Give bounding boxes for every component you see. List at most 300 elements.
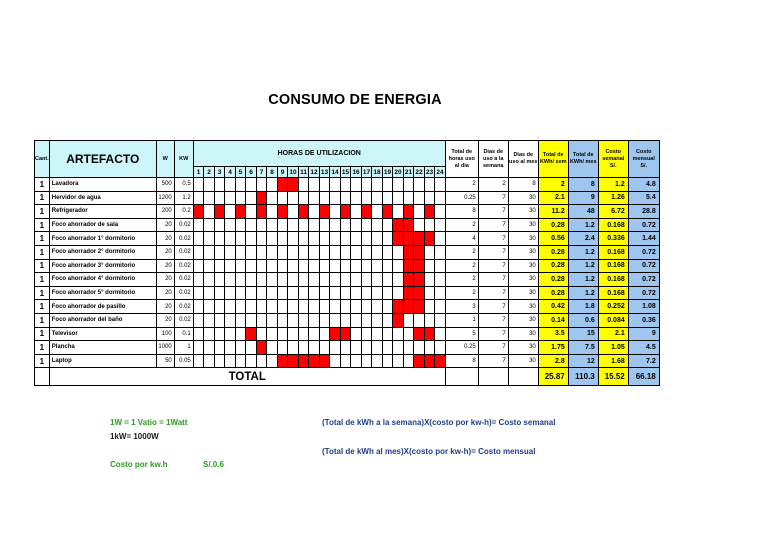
- hour-cell: [214, 191, 225, 205]
- hour-header-9: 9: [277, 167, 288, 178]
- hour-cell-on: [414, 286, 425, 300]
- total-empty-cell: [478, 368, 508, 386]
- total-empty-cell: [445, 368, 478, 386]
- row-kwh-mes: 7.5: [568, 341, 598, 355]
- row-cant: 1: [35, 178, 50, 192]
- hour-cell-on: [424, 205, 435, 219]
- row-costo-mensual: 28.8: [628, 205, 659, 219]
- hour-cell: [288, 259, 299, 273]
- hour-cell: [214, 245, 225, 259]
- hour-cell: [204, 245, 215, 259]
- hour-cell: [319, 218, 330, 232]
- table-row: [35, 232, 660, 246]
- hour-cell: [351, 300, 362, 314]
- hour-cell: [351, 232, 362, 246]
- hour-cell: [246, 273, 257, 287]
- hour-header-2: 2: [204, 167, 215, 178]
- hour-cell: [204, 178, 215, 192]
- hour-cell: [351, 341, 362, 355]
- hour-cell: [225, 286, 236, 300]
- hour-cell-on: [340, 205, 351, 219]
- hour-cell: [319, 300, 330, 314]
- row-kwh-mes: 15: [568, 327, 598, 341]
- hour-cell: [225, 191, 236, 205]
- hour-cell-on: [277, 205, 288, 219]
- table-row: [35, 218, 660, 232]
- row-w: 20: [156, 286, 174, 300]
- hour-cell: [204, 205, 215, 219]
- row-total-horas: 2: [445, 259, 478, 273]
- hour-cell: [277, 218, 288, 232]
- hour-cell-on: [424, 354, 435, 368]
- hour-cell-on: [256, 191, 267, 205]
- hour-cell: [225, 354, 236, 368]
- hour-cell: [214, 341, 225, 355]
- hour-cell: [414, 205, 425, 219]
- hour-cell: [309, 178, 320, 192]
- hour-cell-on: [298, 354, 309, 368]
- hour-cell: [267, 300, 278, 314]
- table-row: [35, 205, 660, 219]
- hour-header-1: 1: [193, 167, 204, 178]
- hour-cell: [435, 327, 446, 341]
- table-row: [35, 327, 660, 341]
- row-kw: 0.1: [174, 327, 193, 341]
- hour-cell: [424, 341, 435, 355]
- row-kwh-mes: 1.2: [568, 218, 598, 232]
- hour-cell: [372, 341, 383, 355]
- hour-cell: [319, 259, 330, 273]
- hour-cell: [267, 341, 278, 355]
- hour-cell-on: [319, 354, 330, 368]
- row-costo-semanal: 0.168: [598, 273, 628, 287]
- hour-cell: [330, 273, 341, 287]
- row-dias-semana: 7: [478, 354, 508, 368]
- hour-cell-on: [235, 205, 246, 219]
- hour-cell: [225, 232, 236, 246]
- hour-cell: [225, 178, 236, 192]
- note-costo-label: Costo por kw.h: [110, 460, 168, 469]
- row-kw: 0.02: [174, 245, 193, 259]
- header-kwh-mes: Total de KWh/ mes: [568, 141, 598, 178]
- hour-cell-on: [414, 259, 425, 273]
- row-dias-mes: 30: [508, 354, 538, 368]
- hour-cell: [267, 205, 278, 219]
- total-empty-cell: [35, 368, 50, 386]
- hour-cell: [235, 300, 246, 314]
- row-kw: 0.02: [174, 259, 193, 273]
- row-dias-mes: 30: [508, 286, 538, 300]
- header-kwh-sem: Total de KWh/ sem: [538, 141, 568, 178]
- hour-cell: [246, 245, 257, 259]
- total-label: TOTAL: [49, 368, 445, 386]
- hour-cell: [393, 273, 404, 287]
- hour-header-11: 11: [300, 168, 307, 176]
- header-costo-mensual: Costo mensual S/.: [628, 141, 659, 178]
- hour-cell: [403, 191, 414, 205]
- hour-cell: [319, 341, 330, 355]
- row-artefacto: Foco ahorrador 2° dormitorio: [49, 245, 156, 259]
- hour-cell: [277, 259, 288, 273]
- hour-cell: [214, 300, 225, 314]
- row-costo-semanal: 1.26: [598, 191, 628, 205]
- hour-cell: [267, 245, 278, 259]
- row-cant: 1: [35, 341, 50, 355]
- hour-header-22: 22: [415, 168, 423, 176]
- hour-cell: [382, 354, 393, 368]
- hour-cell-on: [414, 273, 425, 287]
- note-costo-value: S/.0.6: [203, 460, 224, 469]
- hour-cell: [214, 178, 225, 192]
- row-kw: 0.02: [174, 313, 193, 327]
- row-artefacto: Televisor: [49, 327, 156, 341]
- table-row: [35, 178, 660, 192]
- header-w: W: [156, 141, 174, 178]
- row-total-horas: 0.25: [445, 191, 478, 205]
- hour-cell: [330, 178, 341, 192]
- hour-cell: [403, 354, 414, 368]
- hour-cell: [298, 232, 309, 246]
- hour-cell: [330, 300, 341, 314]
- hour-cell: [435, 273, 446, 287]
- row-dias-semana: 7: [478, 286, 508, 300]
- row-cant: 1: [35, 354, 50, 368]
- row-dias-semana: 7: [478, 273, 508, 287]
- row-dias-mes: 8: [508, 178, 538, 192]
- hour-cell: [340, 286, 351, 300]
- row-w: 100: [156, 327, 174, 341]
- hour-cell-on: [288, 354, 299, 368]
- hour-cell: [309, 300, 320, 314]
- hour-cell: [435, 191, 446, 205]
- hour-cell: [288, 245, 299, 259]
- row-dias-semana: 7: [478, 245, 508, 259]
- row-dias-mes: 30: [508, 191, 538, 205]
- row-kwh-sem: 0.14: [538, 313, 568, 327]
- hour-cell-on: [277, 354, 288, 368]
- row-w: 20: [156, 313, 174, 327]
- row-artefacto: Foco ahorrador 4° dormitorio: [49, 273, 156, 287]
- hour-cell: [372, 273, 383, 287]
- hour-cell-on: [414, 327, 425, 341]
- hour-cell: [298, 178, 309, 192]
- hour-cell: [393, 354, 404, 368]
- hour-header-19: 19: [383, 168, 392, 176]
- hour-cell: [256, 273, 267, 287]
- hour-cell: [393, 259, 404, 273]
- hour-cell: [235, 232, 246, 246]
- hour-cell: [204, 259, 215, 273]
- row-kw: 0.5: [174, 178, 193, 192]
- total-costo-semanal: 15.52: [598, 368, 628, 386]
- hour-cell: [361, 327, 372, 341]
- hour-cell: [340, 341, 351, 355]
- row-kwh-sem: 11.2: [538, 205, 568, 219]
- hour-cell: [204, 354, 215, 368]
- table-row: [35, 259, 660, 273]
- row-artefacto: Refrigerador: [49, 205, 156, 219]
- hour-cell: [351, 205, 362, 219]
- row-artefacto: Foco ahorrador de sala: [49, 218, 156, 232]
- hour-cell-on: [256, 341, 267, 355]
- table-row: [35, 191, 660, 205]
- hour-cell: [424, 300, 435, 314]
- hour-cell: [246, 205, 257, 219]
- row-costo-semanal: 0.336: [598, 232, 628, 246]
- hour-cell: [340, 178, 351, 192]
- hour-cell: [435, 313, 446, 327]
- hour-cell: [330, 286, 341, 300]
- hour-cell: [340, 218, 351, 232]
- row-dias-mes: 30: [508, 245, 538, 259]
- row-costo-semanal: 0.084: [598, 313, 628, 327]
- row-w: 20: [156, 259, 174, 273]
- row-kwh-mes: 1.2: [568, 286, 598, 300]
- row-costo-semanal: 2.1: [598, 327, 628, 341]
- row-costo-semanal: 1.2: [598, 178, 628, 192]
- header-kw: KW: [174, 141, 193, 178]
- hour-header-5: 5: [235, 167, 246, 178]
- row-kw: 0.02: [174, 218, 193, 232]
- row-cant: 1: [35, 245, 50, 259]
- hour-cell: [288, 218, 299, 232]
- hour-cell: [193, 273, 204, 287]
- hour-cell: [351, 286, 362, 300]
- row-kw: 0.05: [174, 354, 193, 368]
- hour-cell-on: [424, 327, 435, 341]
- hour-cell: [277, 191, 288, 205]
- hour-cell: [361, 218, 372, 232]
- row-w: 20: [156, 218, 174, 232]
- hour-cell: [309, 341, 320, 355]
- hour-cell: [361, 313, 372, 327]
- hour-cell: [382, 327, 393, 341]
- row-dias-semana: 7: [478, 327, 508, 341]
- row-artefacto: Foco ahorrador de pasillo: [49, 300, 156, 314]
- hour-cell-on: [277, 178, 288, 192]
- row-kwh-sem: 0.28: [538, 286, 568, 300]
- hour-cell: [256, 354, 267, 368]
- hour-cell: [340, 245, 351, 259]
- hour-cell: [309, 259, 320, 273]
- hour-cell: [393, 341, 404, 355]
- hour-cell: [246, 286, 257, 300]
- hour-cell: [330, 232, 341, 246]
- hour-cell: [204, 300, 215, 314]
- hour-cell: [382, 313, 393, 327]
- hour-cell: [288, 327, 299, 341]
- hour-cell-on: [435, 354, 446, 368]
- hour-cell: [435, 286, 446, 300]
- row-dias-mes: 30: [508, 273, 538, 287]
- header-cant: Cant.: [35, 141, 50, 178]
- hour-cell: [309, 205, 320, 219]
- hour-cell: [214, 327, 225, 341]
- hour-cell: [298, 300, 309, 314]
- hour-cell: [372, 313, 383, 327]
- hour-cell: [235, 273, 246, 287]
- header-dias-mes: Dias de uso al mes: [508, 141, 538, 178]
- hour-cell: [214, 354, 225, 368]
- row-dias-mes: 30: [508, 300, 538, 314]
- hour-cell: [382, 218, 393, 232]
- hour-cell: [424, 259, 435, 273]
- row-kw: 0.02: [174, 273, 193, 287]
- hour-cell: [330, 341, 341, 355]
- hour-cell: [288, 273, 299, 287]
- row-costo-mensual: 0.72: [628, 273, 659, 287]
- hour-cell: [309, 232, 320, 246]
- hour-cell: [361, 286, 372, 300]
- row-w: 1200: [156, 191, 174, 205]
- row-cant: 1: [35, 273, 50, 287]
- row-kw: 1: [174, 341, 193, 355]
- row-dias-semana: 7: [478, 259, 508, 273]
- total-kwh-mes: 110.3: [568, 368, 598, 386]
- row-kw: 0.2: [174, 205, 193, 219]
- hour-cell-on: [403, 205, 414, 219]
- hour-cell: [193, 218, 204, 232]
- row-cant: 1: [35, 313, 50, 327]
- hour-cell: [319, 191, 330, 205]
- hour-cell: [193, 300, 204, 314]
- hour-cell: [393, 191, 404, 205]
- hour-cell: [235, 218, 246, 232]
- row-cant: 1: [35, 259, 50, 273]
- hour-cell: [235, 178, 246, 192]
- hour-cell: [235, 354, 246, 368]
- hour-cell: [351, 245, 362, 259]
- hour-cell: [319, 178, 330, 192]
- row-w: 1000: [156, 341, 174, 355]
- row-dias-semana: 7: [478, 191, 508, 205]
- row-kwh-sem: 2.8: [538, 354, 568, 368]
- hour-cell: [225, 245, 236, 259]
- hour-cell: [235, 245, 246, 259]
- table-row: [35, 313, 660, 327]
- hour-cell: [351, 191, 362, 205]
- hour-cell: [424, 178, 435, 192]
- hour-header-6: 6: [246, 167, 257, 178]
- hour-header-15: 15: [341, 168, 350, 176]
- row-costo-mensual: 0.72: [628, 218, 659, 232]
- hour-cell: [277, 286, 288, 300]
- hour-cell-on: [403, 273, 414, 287]
- hour-cell: [204, 232, 215, 246]
- hour-cell: [256, 232, 267, 246]
- hour-cell: [235, 341, 246, 355]
- hour-cell-on: [403, 300, 414, 314]
- row-w: 20: [156, 273, 174, 287]
- hour-cell: [393, 327, 404, 341]
- hour-cell-on: [214, 205, 225, 219]
- page-title: CONSUMO DE ENERGIA: [268, 92, 442, 108]
- hour-cell: [424, 313, 435, 327]
- hour-cell: [372, 178, 383, 192]
- row-costo-mensual: 0.72: [628, 286, 659, 300]
- header-horas: HORAS DE UTILIZACION: [193, 141, 445, 167]
- row-kwh-mes: 1.2: [568, 273, 598, 287]
- hour-cell: [372, 286, 383, 300]
- hour-cell: [319, 327, 330, 341]
- row-cant: 1: [35, 327, 50, 341]
- hour-cell: [256, 286, 267, 300]
- hour-cell: [403, 327, 414, 341]
- hour-cell: [193, 245, 204, 259]
- hour-cell: [361, 245, 372, 259]
- hour-cell-on: [361, 205, 372, 219]
- hour-cell: [288, 191, 299, 205]
- row-costo-semanal: 1.68: [598, 354, 628, 368]
- hour-cell-on: [246, 327, 257, 341]
- hour-cell: [361, 178, 372, 192]
- hour-header-20: 20: [394, 168, 402, 176]
- hour-cell-on: [403, 259, 414, 273]
- hour-cell: [225, 300, 236, 314]
- hour-cell: [372, 205, 383, 219]
- hour-cell: [382, 232, 393, 246]
- row-dias-semana: 7: [478, 205, 508, 219]
- row-dias-mes: 30: [508, 327, 538, 341]
- hour-header-14: 14: [331, 168, 339, 176]
- appliance-rows: [35, 178, 660, 368]
- hour-cell: [309, 191, 320, 205]
- hour-cell: [351, 259, 362, 273]
- hour-cell: [246, 313, 257, 327]
- hour-cell: [288, 286, 299, 300]
- row-kwh-sem: 2.1: [538, 191, 568, 205]
- hour-cell: [309, 313, 320, 327]
- hour-cell: [214, 218, 225, 232]
- row-costo-semanal: 0.168: [598, 286, 628, 300]
- hour-cell: [267, 191, 278, 205]
- row-artefacto: Foco ahorrador 3° dormitorio: [49, 259, 156, 273]
- row-kwh-sem: 3.5: [538, 327, 568, 341]
- hour-cell: [414, 341, 425, 355]
- hour-cell: [246, 300, 257, 314]
- hour-cell: [214, 232, 225, 246]
- row-w: 20: [156, 245, 174, 259]
- hour-cell-on: [340, 327, 351, 341]
- row-dias-mes: 30: [508, 259, 538, 273]
- row-total-horas: 8: [445, 205, 478, 219]
- hour-cell: [246, 259, 257, 273]
- hour-header-3: 3: [214, 167, 225, 178]
- hour-cell: [298, 273, 309, 287]
- hour-cell: [340, 300, 351, 314]
- row-costo-mensual: 4.5: [628, 341, 659, 355]
- hour-cell: [309, 327, 320, 341]
- hour-cell: [340, 313, 351, 327]
- hour-cell: [277, 232, 288, 246]
- hour-cell: [330, 354, 341, 368]
- hour-cell-on: [393, 232, 404, 246]
- row-total-horas: 2: [445, 286, 478, 300]
- hour-cell-on: [309, 354, 320, 368]
- hour-cell: [288, 205, 299, 219]
- hour-cell: [403, 341, 414, 355]
- hour-header-23: 23: [425, 168, 434, 176]
- hour-cell: [372, 327, 383, 341]
- row-kwh-sem: 0.42: [538, 300, 568, 314]
- hour-cell-on: [403, 218, 414, 232]
- hour-cell: [256, 300, 267, 314]
- hour-cell: [193, 341, 204, 355]
- hour-cell-on: [403, 232, 414, 246]
- hour-cell: [193, 286, 204, 300]
- row-kwh-sem: 0.28: [538, 259, 568, 273]
- header-total-horas: Total de horas uso al dia: [445, 141, 478, 178]
